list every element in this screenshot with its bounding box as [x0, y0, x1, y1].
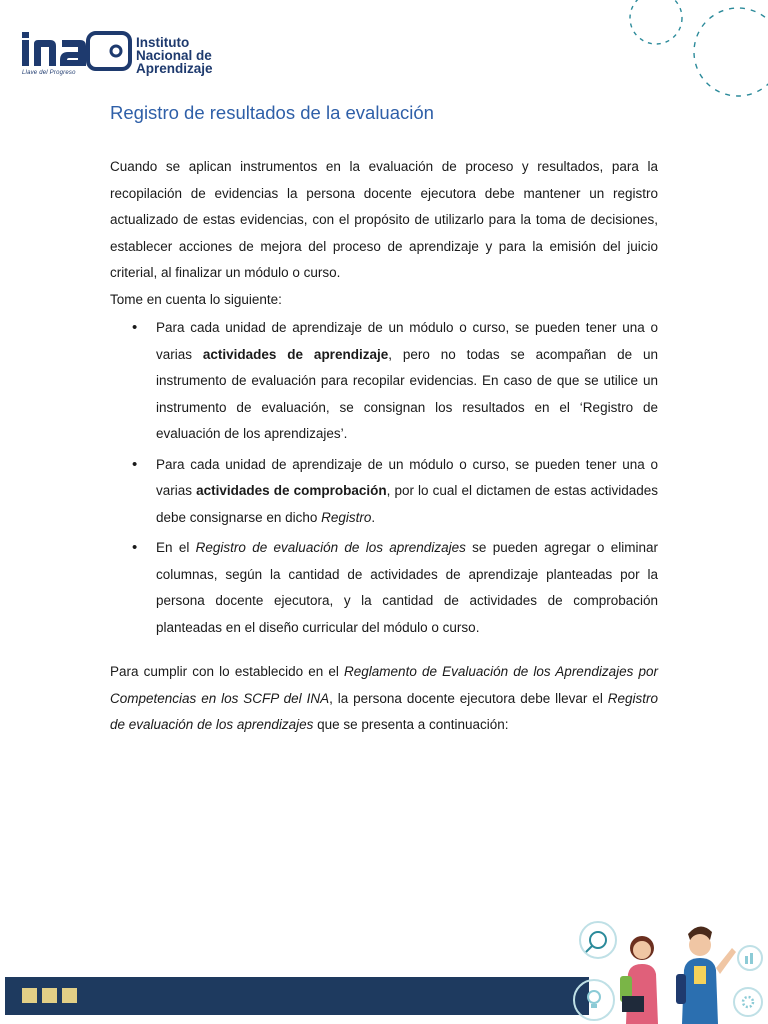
lightbulb-icon	[574, 980, 614, 1020]
ina-logo-icon	[20, 30, 132, 72]
footer-bar	[5, 977, 589, 1015]
organization-name	[136, 36, 213, 75]
students-illustration-icon	[560, 918, 768, 1024]
list-item: • En el Registro de evaluación de los aprendizajes se pueden agregar o eliminar columnas, según la cantidad de actividades de aprendizaje planteadas por la persona docente ejecutora, y la cantidad de actividades de comprobación planteadas en el diseño curricular del módulo o curso.	[110, 535, 658, 641]
logo-tagline: Llave del Progreso	[22, 70, 76, 76]
magnifier-icon	[580, 922, 616, 958]
org-line-1: Instituto	[136, 35, 190, 50]
decorative-circles	[628, 0, 768, 100]
org-line-2: Nacional de	[136, 48, 212, 63]
list-item: • Para cada unidad de aprendizaje de un módulo o curso, se pueden tener una o varias actividades de comprobación, por lo cual el dictamen de estas actividades debe consignarse en dicho Registro.	[110, 452, 658, 532]
bullet-icon: •	[132, 539, 138, 556]
list-item: • Para cada unidad de aprendizaje de un módulo o curso, se pueden tener una o varias actividades de aprendizaje, pero no todas se acompañan de un instrumento de evaluación para recopilar evidencias. En caso de que se utilice un instrumento de evaluación, se consignan los resultados en el ‘Registro de evaluación de los aprendizajes’.	[110, 315, 658, 448]
page-title: Registro de resultados de la evaluación	[110, 102, 434, 123]
document-body	[110, 100, 658, 739]
lead-sentence: Tome en cuenta lo siguiente:	[110, 291, 282, 307]
gear-icon	[734, 988, 762, 1016]
bullet-icon: •	[132, 319, 138, 336]
footer-square	[22, 988, 37, 1003]
ina-logo	[20, 30, 232, 82]
footer-square	[62, 988, 77, 1003]
bullet-list	[110, 315, 658, 641]
footer-square	[42, 988, 57, 1003]
closing-paragraph: Para cumplir con lo establecido en el Reglamento de Evaluación de los Aprendizajes por Competencias en los SCFP del INA, la persona docente ejecutora debe llevar el Registro de evaluación de los aprendizajes que se presenta a continuación:	[110, 664, 658, 732]
bullet-icon: •	[132, 455, 138, 473]
intro-paragraph: Cuando se aplican instrumentos en la evaluación de proceso y resultados, para la recopilación de evidencias la persona docente ejecutora debe mantener un registro actualizado de estas evidencias, con el propósito de utilizarlo para la toma de decisiones, establecer acciones de mejora del proceso de aprendizaje y para la emisión del juicio criterial, al finalizar un módulo o curso.	[110, 159, 658, 280]
org-line-3: Aprendizaje	[136, 61, 213, 76]
